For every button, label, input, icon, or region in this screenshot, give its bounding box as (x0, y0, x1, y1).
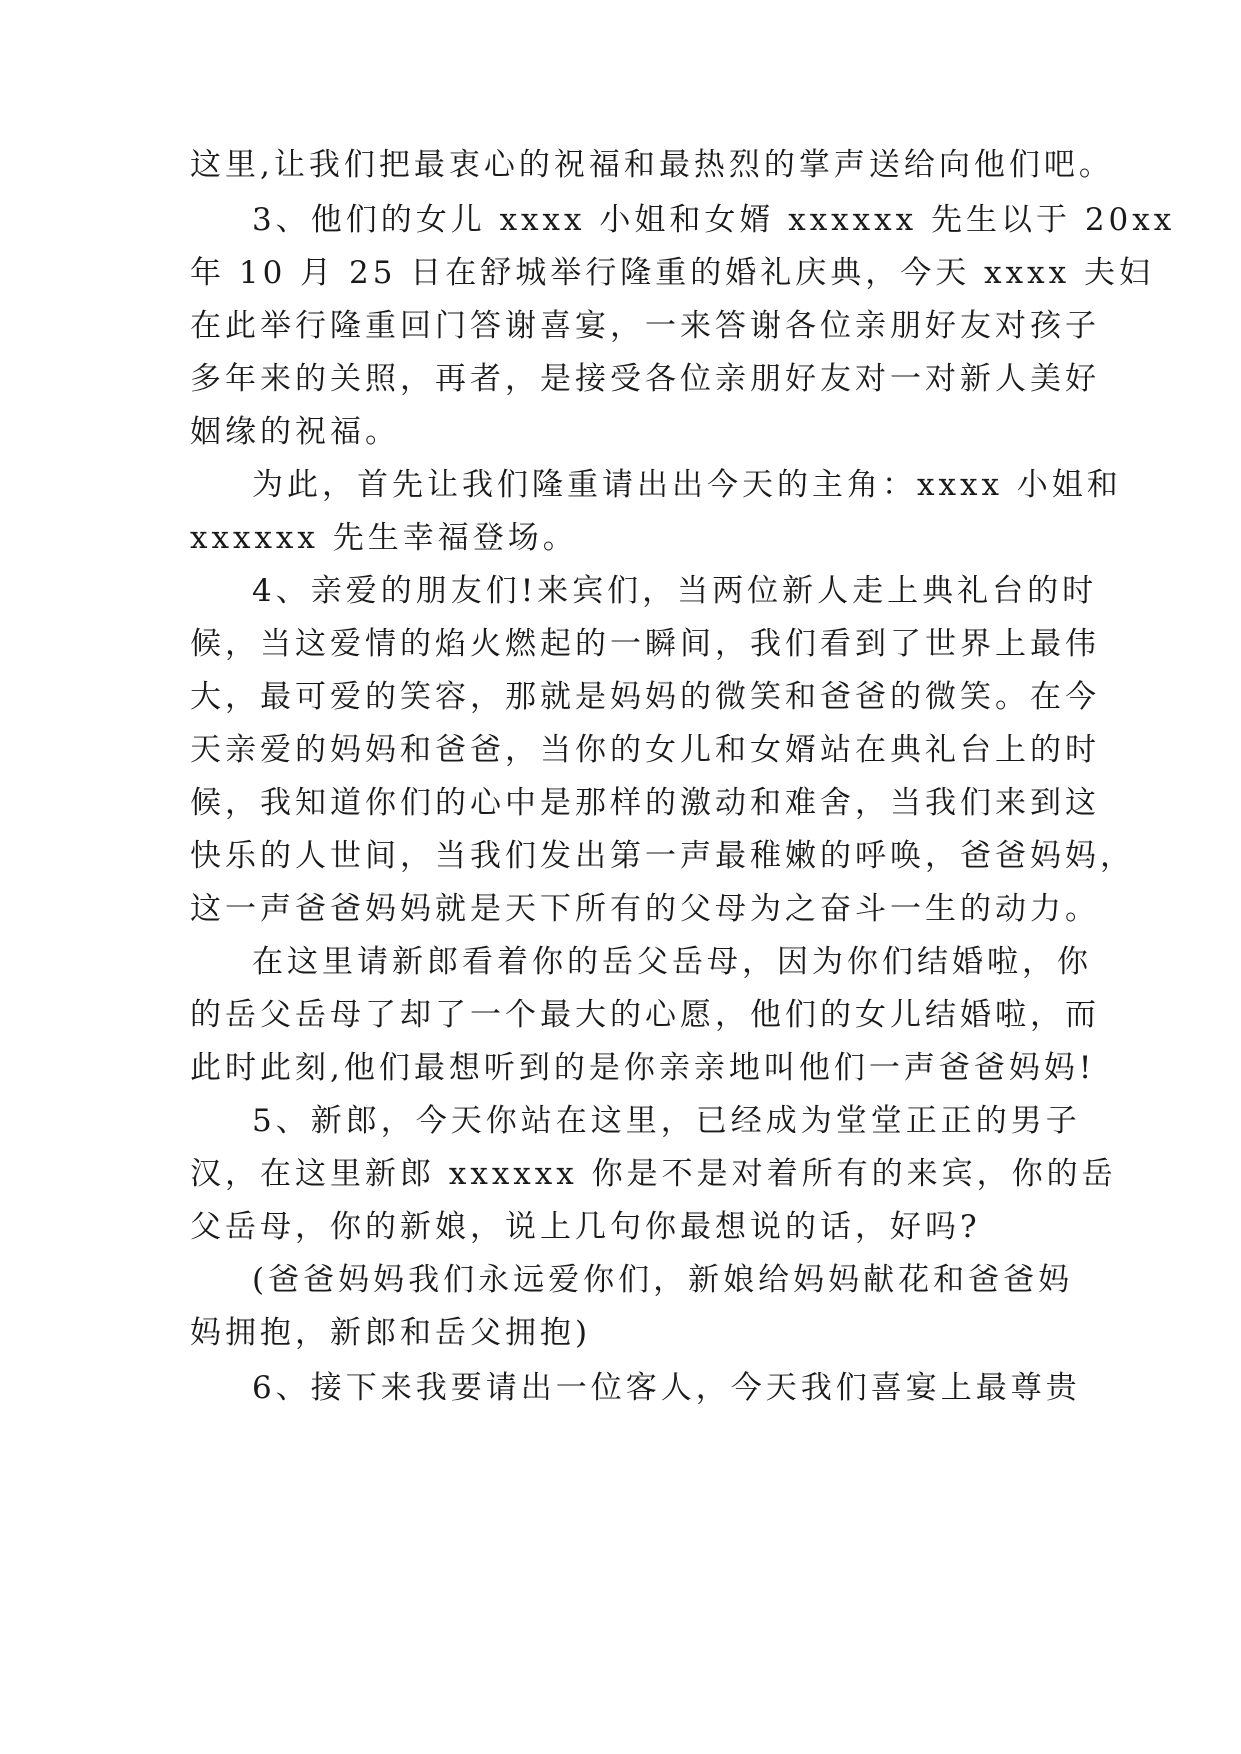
text-line: 天亲爱的妈妈和爸爸，当你的女儿和女婿站在典礼台上的时 (190, 732, 1100, 768)
text-line: 在此举行隆重回门答谢喜宴，一来答谢各位亲朋好友对孩子 (190, 308, 1100, 344)
text-line: 这里,让我们把最衷心的祝福和最热烈的掌声送给向他们吧。 (190, 147, 1114, 183)
text-line: 3、他们的女儿 xxxx 小姐和女婿 xxxxxx 先生以于 20xx (252, 202, 1176, 238)
text-line: 汉，在这里新郎 xxxxxx 你是不是对着所有的来宾，你的岳 (190, 1156, 1117, 1192)
text-line: 多年来的关照，再者，是接受各位亲朋好友对一对新人美好 (190, 361, 1100, 397)
text-line: 的岳父岳母了却了一个最大的心愿，他们的女儿结婚啦，而 (190, 997, 1100, 1033)
text-line: 快乐的人世间，当我们发出第一声最稚嫩的呼唤，爸爸妈妈， (190, 838, 1135, 874)
text-line: 姻缘的祝福。 (190, 414, 400, 450)
text-line: 妈拥抱，新郎和岳父拥抱) (190, 1315, 592, 1351)
text-line: xxxxxx 先生幸福登场。 (190, 520, 578, 556)
text-line: (爸爸妈妈我们永远爱你们，新娘给妈妈献花和爸爸妈 (252, 1262, 1074, 1298)
text-line: 4、亲爱的朋友们!来宾们，当两位新人走上典礼台的时 (252, 573, 1098, 609)
text-line: 6、接下来我要请出一位客人，今天我们喜宴上最尊贵 (252, 1370, 1081, 1406)
text-line: 候，我知道你们的心中是那样的激动和难舍，当我们来到这 (190, 785, 1100, 821)
text-line: 候，当这爱情的焰火燃起的一瞬间，我们看到了世界上最伟 (190, 626, 1100, 662)
text-line: 这一声爸爸妈妈就是天下所有的父母为之奋斗一生的动力。 (190, 891, 1100, 927)
text-line: 大，最可爱的笑容，那就是妈妈的微笑和爸爸的微笑。在今 (190, 679, 1100, 715)
text-line: 在这里请新郎看着你的岳父岳母，因为你们结婚啦，你 (252, 944, 1092, 980)
text-line: 此时此刻,他们最想听到的是你亲亲地叫他们一声爸爸妈妈! (190, 1050, 1096, 1086)
text-line: 年 10 月 25 日在舒城举行隆重的婚礼庆典，今天 xxxx 夫妇 (190, 255, 1154, 291)
text-line: 父岳母，你的新娘，说上几句你最想说的话，好吗? (190, 1209, 981, 1245)
text-line: 为此，首先让我们隆重请出出今天的主角：xxxx 小姐和 (252, 467, 1122, 503)
text-line: 5、新郎，今天你站在这里，已经成为堂堂正正的男子 (252, 1103, 1081, 1139)
